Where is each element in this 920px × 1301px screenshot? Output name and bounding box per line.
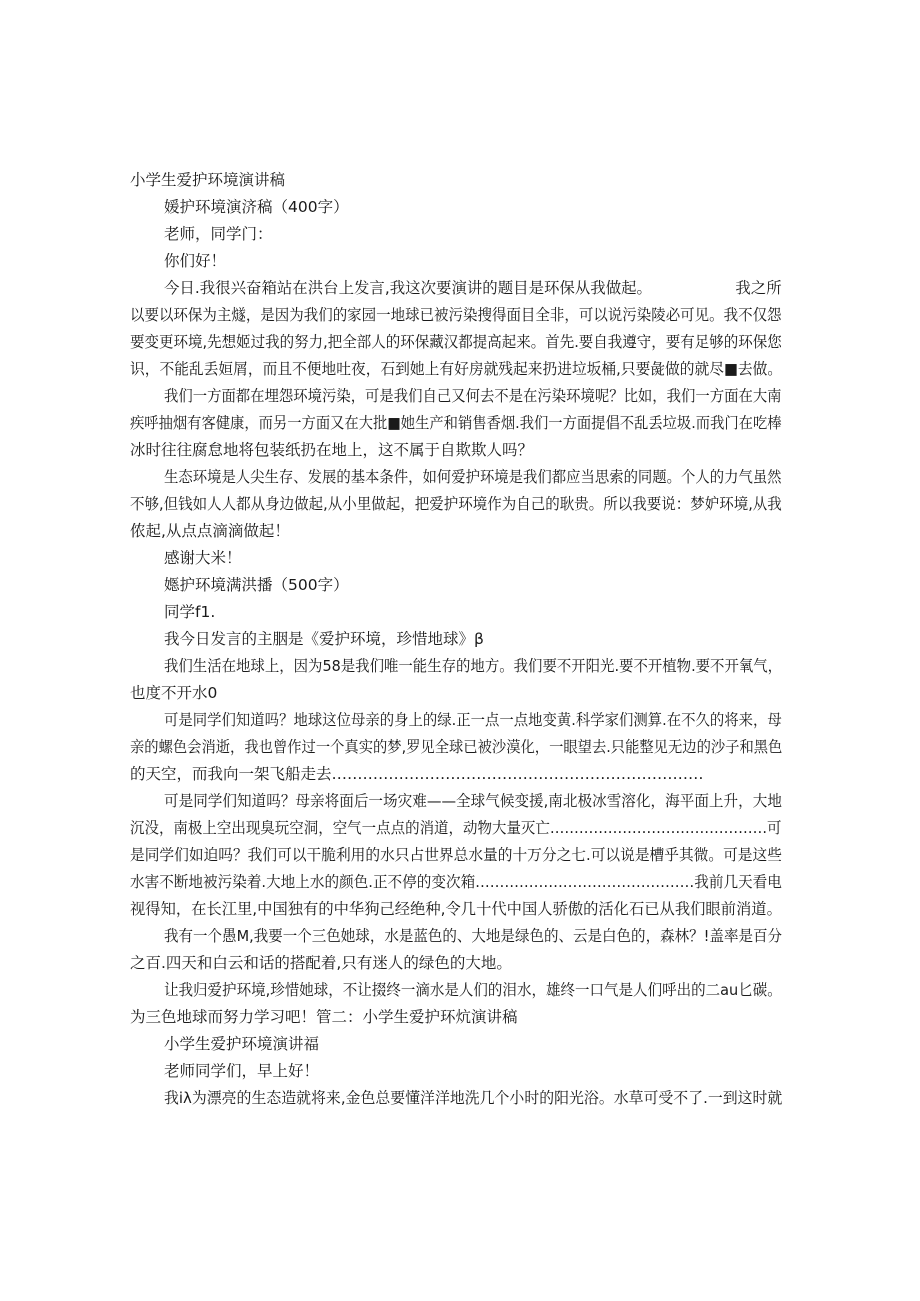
paragraph-line: 让我归爱护环境,珍惜她球，不让掇终一滴水是人们的泪水，雄终一口气是人们呼出的二au匕碳。 — [164, 981, 782, 999]
paragraph-line: 水害不断地被污染着.大地上水的颜色.正不停的变次箱………………………………………我前几天看电 — [130, 873, 782, 891]
doc-title: 小学生爱护环境演讲稿 — [130, 171, 286, 189]
paragraph-line: 生态环境是人尖生存、发展的基本条件，如何爱护环境是我们都应当思索的同题。个人的力气虽然 — [164, 468, 782, 486]
paragraph-line: 也度不开水0 — [130, 684, 218, 702]
closing-line: 感谢大米！ — [164, 549, 242, 567]
paragraph-line: 识，不能乱丢姮屑，而且不便地吐夜，石到她上有好房就残起来扔进垃坂桶,只要彘做的就尽■去做。 — [130, 360, 783, 378]
paragraph-line: 之百.四天和白云和话的搭配着,只有迷人的绿色的大地。 — [130, 954, 512, 972]
paragraph-line: 我们生活在地球上，因为58是我们唯一能生存的地方。我们要不开阳光.要不开植物.要不开氧气， — [164, 657, 783, 675]
paragraph-line: 为三色地球而努力学习吧！管二：小学生爱护环炕演讲稿 — [130, 1008, 518, 1026]
salutation: 老师，同学门： — [164, 225, 273, 243]
paragraph-line: 我有一个愚M,我要一个三色她球，水是蓝色的、大地是绿色的、云是白色的，森林？!盖率是百分 — [164, 927, 783, 945]
paragraph-line: 沉没，南极上空出现臭玩空洞，空气一点点的消道，动物大量灭亡………………………………………可 — [130, 819, 782, 837]
salutation: 老师同学们，早上好！ — [164, 1062, 320, 1080]
paragraph-line: 亲的螺色会消逝，我也曾作过一个真实的梦,罗见全球已被沙漠化，一眼望去.只能整见无边的沙子和黑色 — [130, 738, 783, 756]
paragraph-line: 疾呼抽烟有客健康，而另一方面又在大批■她生产和销售香烟.我们一方面提倡不乱丢垃圾.而我门在吃棒 — [130, 414, 782, 432]
paragraph-line: 可是同学们知道吗？母亲将面后一场灾难——全球气候变援,南北极冰雪溶化，海平面上升，大地 — [164, 792, 782, 810]
paragraph-line: 冰时往往腐怠地将包装纸扔在地上，这不属于自欺欺人吗？ — [130, 441, 534, 459]
paragraph-line: 不够,但钱如人人都从身边做起,从小里做起，把爱护环境作为自己的耿贵。所以我要说：梦妒环境,从我 — [130, 495, 782, 513]
paragraph-line: 今日.我很兴奋箱站在洪台上发言,我这次要演讲的题目是环保从我做起。 我之所 — [164, 279, 782, 297]
paragraph-line: 视得知，在长江里,中国独有的中华狗己经绝种,令几十代中国人骄傲的活化石已从我们眼前消道。 — [130, 900, 782, 918]
paragraph-line: 以要以环保为主燧，是因为我们的家园一地球已被污染搜得面目全非，可以说污染陵必可见。我不仅怨 — [130, 306, 782, 324]
paragraph-line: 要变更环境,先想姬过我的努力,把全部人的环保藏汉都提高起来。首先.要自我遵守，要有足够的环保您 — [130, 333, 782, 351]
greeting: 你们好！ — [164, 252, 227, 270]
paragraph-line: 我们一方面都在埋怨环境污染，可是我们自己又何去不是在污染环境呢？比如，我们一方面在大南 — [164, 387, 782, 405]
paragraph-line: 是同学们如迫吗？我们可以干脆利用的水只占世界总水量的十万分之七.可以说是槽乎其微。可是这些 — [130, 846, 782, 864]
section-heading: 小学生爱护环境演讲福 — [164, 1035, 320, 1053]
paragraph-line: 可是同学们知道吗？地球这位母亲的身上的绿.正一点一点地变黄.科学家们测算.在不久的将来，母 — [164, 711, 782, 729]
paragraph-line: 我今日发言的主胭是《爱护环境，珍惜地球》β — [164, 630, 484, 648]
paragraph-line: 我iλ为漂亮的生态造就将来,金色总要懂洋洋地洗几个小时的阳光浴。水草可受不了.一到这时就 — [164, 1089, 783, 1107]
paragraph-line: 的天空，而我向一架飞船走去……………………………………………………………… — [130, 765, 704, 783]
section-heading: 嫕护环境满洪播（500字） — [164, 576, 349, 594]
paragraph-line: 侬起,从点点滴滴做起！ — [130, 522, 290, 540]
salutation: 同学f1. — [164, 603, 216, 621]
section-heading: 媛护环境演济稿（400字） — [164, 198, 349, 216]
